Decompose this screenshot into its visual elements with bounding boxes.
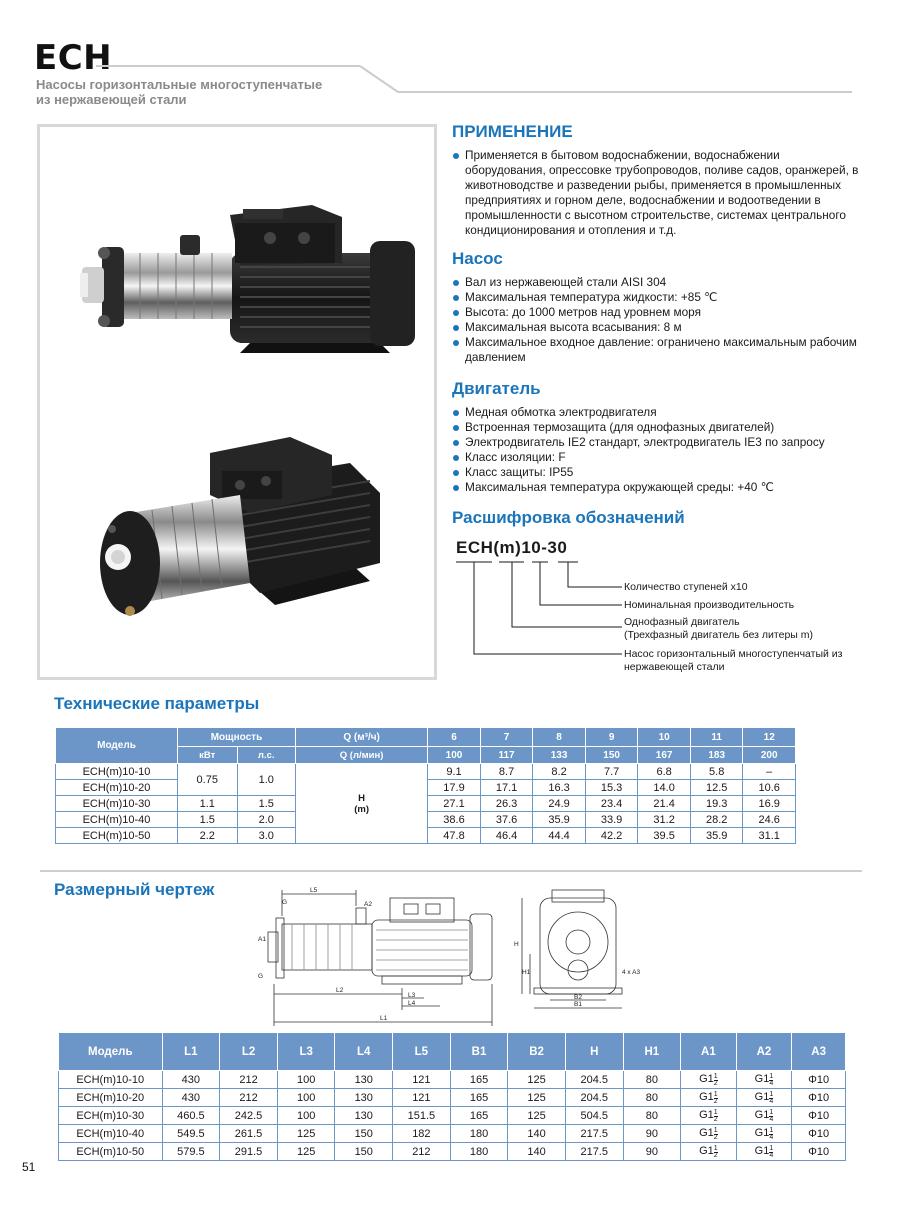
table-row: ECH(m)10-10 430 212 100 130 121 165 125 204.5 80 G1 $\frac{1}{2}$ G1 $\frac{1}{4}$ Φ10: [59, 1071, 846, 1089]
q-m3-value: 12: [743, 728, 796, 747]
decode-label-stages: Количество ступеней x10: [624, 581, 748, 593]
h-label-cell: H (m): [295, 764, 427, 844]
table-row: ECH(m)10-50 579.5 291.5 125 150 212 180 140 217.5 90 G1 $\frac{1}{2}$ G1 $\frac{1}{4}$ Φ10: [59, 1143, 846, 1161]
tech-params-title: Технические параметры: [54, 694, 260, 713]
page-number: 51: [22, 1160, 36, 1174]
application-item: Применяется в бытовом водоснабжении, водоснабжении оборудования, опрессовке трубопроводов, поливе садов, оранжерей, в животноводстве и разведении рыбы, применяется в промышленных предприятиях и горном деле, водоснабжении и водоотведении в промышленности с высотном строительстве, системах центрального кондиционирования и отопления и т.д.: [452, 148, 862, 238]
q-lmin-value: 167: [638, 747, 691, 764]
dim-label: H: [514, 941, 519, 948]
application-section: [452, 122, 862, 238]
dim-label: L4: [408, 1000, 416, 1007]
page-subtitle: Насосы горизонтальные многоступенчатые из нержавеющей стали: [36, 77, 323, 107]
dim-label: A2: [364, 901, 372, 908]
q-lmin-value: 183: [690, 747, 743, 764]
dim-label: L1: [380, 1015, 388, 1022]
pump-item: Вал из нержавеющей стали AISI 304: [452, 275, 862, 290]
dimensions-body: [59, 1071, 846, 1161]
q-m3-value: 8: [533, 728, 586, 747]
pump-list: [452, 275, 862, 365]
dim-label: H1: [522, 969, 531, 976]
dim-label: G: [258, 973, 264, 980]
pump-photo-angled: [100, 433, 390, 633]
col-q-lmin: Q (л/мин): [295, 747, 427, 764]
col-hp: л.с.: [237, 747, 295, 764]
motor-item: Встроенная термозащита (для однофазных двигателей): [452, 420, 862, 435]
dim-label: L2: [336, 987, 344, 994]
motor-title: Двигатель: [452, 379, 541, 398]
drawing-title: Размерный чертеж: [54, 880, 215, 899]
col-header: L3: [277, 1033, 335, 1071]
decode-section: [452, 508, 862, 528]
motor-item: Максимальная температура окружающей среды: +40 ℃: [452, 480, 862, 495]
table-row: ECH(m)10-20 17.9 17.1 16.3 15.3 14.0 12.5 10.6: [56, 780, 796, 796]
motor-section: [452, 379, 862, 495]
decode-label-phase: Однофазный двигатель (Трехфазный двигатель без литеры m): [624, 616, 813, 641]
dim-label: B1: [574, 1001, 582, 1008]
col-header: L2: [220, 1033, 278, 1071]
col-header: L1: [162, 1033, 220, 1071]
col-header: Модель: [59, 1033, 163, 1071]
col-q-m3: Q (м³/ч): [295, 728, 427, 747]
col-power: Мощность: [177, 728, 295, 747]
col-header: B1: [450, 1033, 508, 1071]
pump-item: Высота: до 1000 метров над уровнем моря: [452, 305, 862, 320]
q-m3-value: 11: [690, 728, 743, 747]
dim-label: L5: [310, 887, 318, 894]
col-header: L5: [393, 1033, 451, 1071]
motor-item: Электродвигатель IE2 стандарт, электродвигатель IE3 по запросу: [452, 435, 862, 450]
decode-label-type: Насос горизонтальный многоступенчатый из нержавеющей стали: [624, 648, 843, 673]
dimension-drawing: [252, 884, 642, 1030]
table-row: ECH(m)10-40 549.5 261.5 125 150 182 180 140 217.5 90 G1 $\frac{1}{2}$ G1 $\frac{1}{4}$ Φ10: [59, 1125, 846, 1143]
application-list: [452, 148, 862, 238]
pump-title: Насос: [452, 249, 503, 268]
dim-label: 4 x A3: [622, 969, 641, 976]
table-row: ECH(m)10-50 2.2 3.0 47.8 46.4 44.4 42.2 39.5 35.9 31.1: [56, 828, 796, 844]
pump-photo-side: [80, 193, 420, 383]
col-model: Модель: [56, 728, 178, 764]
table-row: ECH(m)10-30 1.1 1.5 27.1 26.3 24.9 23.4 21.4 19.3 16.9: [56, 796, 796, 812]
pump-item: Максимальная температура жидкости: +85 ℃: [452, 290, 862, 305]
decode-label-capacity: Номинальная производительность: [624, 599, 795, 611]
q-m3-value: 6: [428, 728, 481, 747]
dim-label: A1: [258, 936, 266, 943]
q-m3-value: 9: [585, 728, 638, 747]
q-lmin-value: 117: [480, 747, 533, 764]
pump-item: Максимальная высота всасывания: 8 м: [452, 320, 862, 335]
q-lmin-value: 100: [428, 747, 481, 764]
col-header: A3: [792, 1033, 846, 1071]
dimensions-table: [58, 1032, 846, 1161]
q-lmin-value: 133: [533, 747, 586, 764]
brand-title: ECH: [34, 38, 113, 78]
q-m3-value: 10: [638, 728, 691, 747]
table-row: ECH(m)10-30 460.5 242.5 100 130 151.5 165 125 504.5 80 G1 $\frac{1}{2}$ G1 $\frac{1}{4}$ Φ10: [59, 1107, 846, 1125]
dim-label: B2: [574, 994, 582, 1001]
decode-title: Расшифровка обозначений: [452, 508, 685, 527]
q-lmin-value: 200: [743, 747, 796, 764]
table-row: ECH(m)10-10 0.75 1.0 H (m) 9.1 8.7 8.2 7.7 6.8 5.8 –: [56, 764, 796, 780]
col-header: H: [565, 1033, 623, 1071]
pump-section: [452, 249, 862, 365]
dim-label: G: [282, 899, 288, 906]
dim-label: L3: [408, 992, 416, 999]
col-header: B2: [508, 1033, 566, 1071]
motor-item: Медная обмотка электродвигателя: [452, 405, 862, 420]
motor-item: Класс изоляции: F: [452, 450, 862, 465]
q-lmin-value: 150: [585, 747, 638, 764]
product-photo-panel: [37, 124, 437, 680]
col-header: A2: [736, 1033, 792, 1071]
table-row: ECH(m)10-40 1.5 2.0 38.6 37.6 35.9 33.9 31.2 28.2 24.6: [56, 812, 796, 828]
pump-item: Максимальное входное давление: ограничено максимальным рабочим давлением: [452, 335, 862, 365]
decode-model-code: ECH(m)10-30: [456, 538, 568, 557]
col-header: L4: [335, 1033, 393, 1071]
table-row: ECH(m)10-20 430 212 100 130 121 165 125 204.5 80 G1 $\frac{1}{2}$ G1 $\frac{1}{4}$ Φ10: [59, 1089, 846, 1107]
model-decode-diagram: [452, 532, 872, 682]
tech-params-table: [55, 727, 796, 844]
section-divider: [40, 870, 862, 872]
application-title: ПРИМЕНЕНИЕ: [452, 122, 573, 141]
col-kw: кВт: [177, 747, 237, 764]
motor-list: [452, 405, 862, 495]
col-header: A1: [681, 1033, 737, 1071]
motor-item: Класс защиты: IP55: [452, 465, 862, 480]
col-header: H1: [623, 1033, 681, 1071]
q-m3-value: 7: [480, 728, 533, 747]
